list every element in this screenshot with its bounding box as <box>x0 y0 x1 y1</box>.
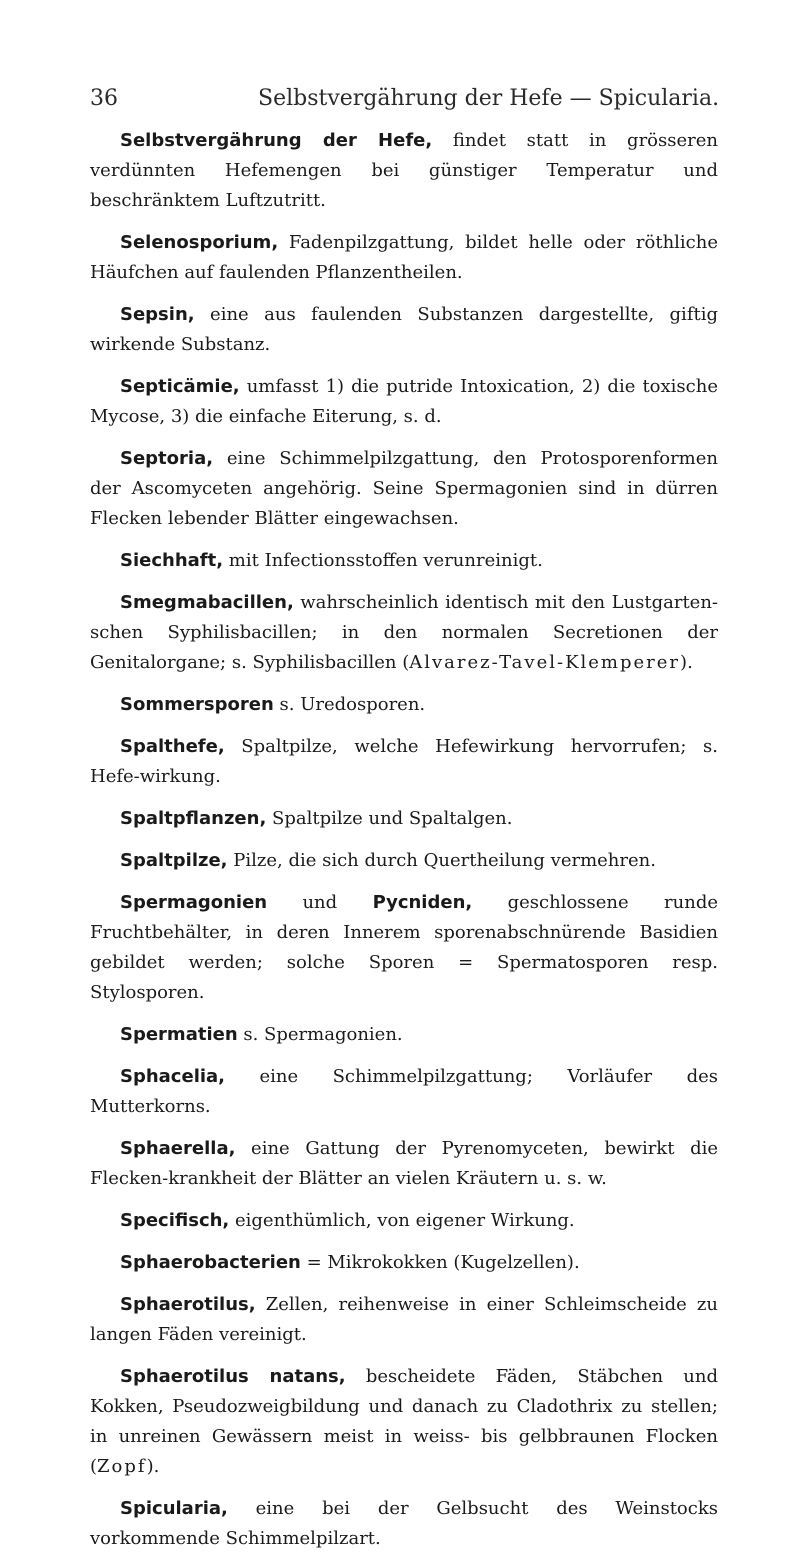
entry-term: Sommersporen <box>120 694 274 715</box>
entry-text: bescheidete Fäden, Stäbchen und Kokken, Pseudozweigbildung und danach zu Cladothrix zu stellen; in unreinen Gewässern meist in weiss- bis gelbbraunen Flocken ( <box>90 1366 718 1477</box>
entry-term: Spaltpflanzen, <box>120 808 267 829</box>
entry-term: Sphacelia, <box>120 1066 226 1087</box>
entry-text: = Mikrokokken (Kugelzellen). <box>300 1252 580 1273</box>
entry-text: und <box>267 892 373 913</box>
entry-term: Spalthefe, <box>120 736 225 757</box>
entry-term: Sphaerotilus natans, <box>120 1366 346 1387</box>
entry-text-end: geschlossene runde Fruchtbehälter, in deren Innerem sporenabschnürende Basidien gebildet werden; solche Sporen = Spermatosporen resp. Stylosporen. <box>90 892 718 1003</box>
glossary-entry <box>90 1134 718 1194</box>
glossary-entry <box>90 300 718 360</box>
entry-term: Spicularia, <box>120 1498 228 1519</box>
entry-term: Sphaerotilus, <box>120 1294 256 1315</box>
glossary-entry <box>90 444 718 534</box>
entry-text: Fadenpilzgattung, bildet helle oder röthliche Häufchen auf faulenden Pflanzentheilen. <box>90 232 718 283</box>
entry-term: Siechhaft, <box>120 550 224 571</box>
entry-text: findet statt in grösseren verdünnten Hefemengen bei günstiger Temperatur und beschränktem Luftzutritt. <box>90 130 718 211</box>
glossary-entry <box>90 546 718 576</box>
glossary-entry <box>90 588 718 678</box>
entry-text: umfasst 1) die putride Intoxication, 2) die toxische Mycose, 3) die einfache Eiterung, s. d. <box>90 376 718 427</box>
glossary-entry <box>90 804 718 834</box>
entry-text: eine Schimmelpilzgattung; Vorläufer des Mutterkorns. <box>90 1066 718 1117</box>
glossary-entry <box>90 372 718 432</box>
glossary-entry <box>90 732 718 792</box>
entry-term: Sphaerobacterien <box>120 1252 301 1273</box>
glossary-entry <box>90 1206 718 1236</box>
entry-text: eine aus faulenden Substanzen dargestellte, giftig wirkende Substanz. <box>90 304 718 355</box>
entry-author: Zopf <box>97 1456 147 1477</box>
entry-authors: Alvarez-Tavel-Klemperer <box>409 652 681 673</box>
entry-term: Selenosporium, <box>120 232 279 253</box>
entry-text: eigenthümlich, von eigener Wirkung. <box>229 1210 575 1231</box>
glossary-entry <box>90 846 718 876</box>
entry-term: Smegmabacillen, <box>120 592 294 613</box>
entry-term: Septicämie, <box>120 376 240 397</box>
entry-term: Spermagonien <box>120 892 268 913</box>
entry-term: Specifisch, <box>120 1210 230 1231</box>
entry-term-secondary: Pycniden, <box>372 892 473 913</box>
entry-text: s. Spermagonien. <box>237 1024 403 1045</box>
glossary-entry <box>90 1290 718 1350</box>
running-head <box>90 84 720 114</box>
running-head-title: Selbstvergährung der Hefe — Spicularia. <box>258 86 720 111</box>
entry-text-end: ). <box>146 1456 160 1477</box>
entry-text: eine Gattung der Pyrenomyceten, bewirkt die Flecken-krankheit der Blätter an vielen Kräutern u. s. w. <box>90 1138 718 1189</box>
glossary-entry <box>90 126 718 216</box>
entry-term: Spermatien <box>120 1024 238 1045</box>
entry-text: eine bei der Gelbsucht des Weinstocks vorkommende Schimmelpilzart. <box>90 1498 718 1549</box>
entry-text: mit Infectionsstoffen verunreinigt. <box>223 550 543 571</box>
glossary-entry <box>90 1248 718 1278</box>
glossary-entry <box>90 1062 718 1122</box>
entry-text: wahrscheinlich identisch mit den Lustgarten-schen Syphilisbacillen; in den normalen Secretionen der Genitalorgane; s. Syphilisbacillen ( <box>90 592 718 673</box>
entry-term: Selbstvergährung der Hefe, <box>120 130 433 151</box>
page-number: 36 <box>90 86 118 111</box>
entry-term: Sphaerella, <box>120 1138 236 1159</box>
entry-text: eine Schimmelpilzgattung, den Protosporenformen der Ascomyceten angehörig. Seine Spermagonien sind in dürren Flecken lebender Blätter eingewachsen. <box>90 448 718 529</box>
glossary-entry <box>90 888 718 1008</box>
glossary-entry <box>90 1494 718 1554</box>
entry-text: Spaltpilze, welche Hefewirkung hervorrufen; s. Hefe-wirkung. <box>90 736 718 787</box>
entry-text: Pilze, die sich durch Quertheilung vermehren. <box>227 850 656 871</box>
glossary-entry <box>90 690 718 720</box>
entry-text-end: ). <box>680 652 693 673</box>
glossary-entry <box>90 1362 718 1482</box>
entry-text: Spaltpilze und Spaltalgen. <box>266 808 513 829</box>
glossary-entry <box>90 1020 718 1050</box>
glossary-entries <box>90 126 718 1566</box>
entry-term: Sepsin, <box>120 304 195 325</box>
glossary-entry <box>90 228 718 288</box>
entry-term: Spaltpilze, <box>120 850 228 871</box>
entry-text: Zellen, reihenweise in einer Schleimscheide zu langen Fäden vereinigt. <box>90 1294 718 1345</box>
entry-text: s. Uredosporen. <box>273 694 426 715</box>
entry-term: Septoria, <box>120 448 214 469</box>
